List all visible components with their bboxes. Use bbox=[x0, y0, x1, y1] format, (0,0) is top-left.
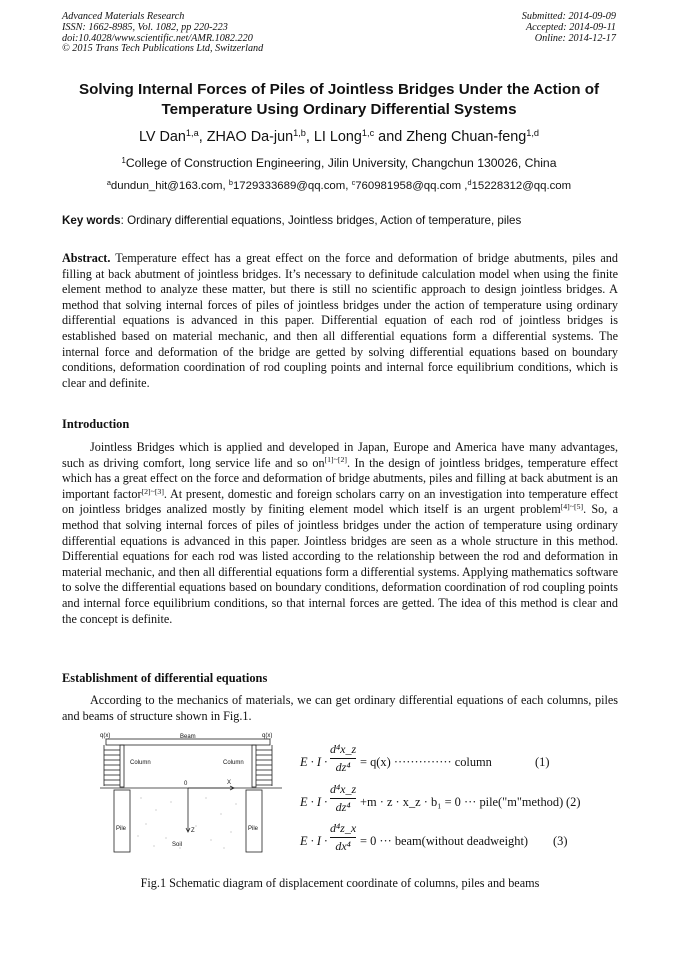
column-label-right: Column bbox=[223, 760, 244, 766]
email-superscript: d bbox=[467, 178, 472, 187]
fraction-numerator: d⁴z_x bbox=[330, 821, 357, 835]
equation-lhs: E · I · bbox=[300, 755, 328, 769]
intro-text: Jointless Bridges which is applied and developed in Japan, Europe and America have many advantages, such as driving comfort, long service life and so on bbox=[62, 440, 618, 470]
equation-3 bbox=[300, 821, 570, 857]
equation-lhs: E · I · bbox=[300, 834, 328, 848]
equation-fraction bbox=[330, 742, 356, 775]
citation[interactable]: [4]~[5] bbox=[560, 502, 584, 512]
email-list bbox=[40, 178, 638, 194]
doi-link[interactable]: doi:10.4028/www.scientific.net/AMR.1082.220 bbox=[62, 32, 253, 44]
load-label-left: q(x) bbox=[100, 733, 111, 739]
paper-title: Solving Internal Forces of Piles of Jointless Bridges Under the Action of Temperature Using Ordinary Differential Systems bbox=[78, 81, 600, 118]
equation-fraction bbox=[330, 821, 356, 854]
equation-fraction bbox=[330, 782, 356, 815]
origin-label: 0 bbox=[184, 781, 188, 787]
abstract-label: Abstract. bbox=[62, 251, 111, 265]
affiliation bbox=[40, 155, 638, 171]
author-name: LV Dan bbox=[138, 129, 186, 145]
keywords-label: Key words bbox=[62, 214, 121, 227]
pile-label-left: Pile bbox=[116, 826, 127, 832]
publication-dates bbox=[522, 12, 616, 44]
affiliation-superscript: 1 bbox=[121, 155, 126, 165]
email-superscript: a bbox=[106, 178, 111, 187]
establishment-heading: Establishment of differential equations bbox=[62, 671, 268, 685]
citation[interactable]: [2]~[3] bbox=[141, 486, 164, 496]
copyright: © 2015 Trans Tech Publications Ltd, Switzerland bbox=[62, 43, 264, 55]
email-link[interactable]: 15228312@qq.com bbox=[471, 180, 572, 192]
column-left-shape bbox=[120, 745, 124, 787]
accepted-date: Accepted: 2014-09-11 bbox=[525, 21, 616, 33]
z-axis-label: Z bbox=[191, 828, 195, 834]
load-label-right: q(x) bbox=[262, 733, 273, 739]
pile-label-right: Pile bbox=[248, 826, 259, 832]
figure-caption: Fig.1 Schematic diagram of displacement coordinate of columns, piles and beams bbox=[140, 876, 540, 890]
load-hatch-right bbox=[256, 745, 272, 786]
soil-label: Soil bbox=[172, 842, 183, 848]
fraction-denominator: dz⁴ bbox=[335, 760, 351, 774]
author-name: and Zheng Chuan-feng bbox=[374, 129, 527, 145]
author-superscript: 1,b bbox=[293, 127, 306, 138]
fraction-denominator: dx⁴ bbox=[335, 839, 351, 853]
author-superscript: 1,c bbox=[361, 127, 375, 138]
equation-rhs: +m · z · x_z · b₁ = 0 ··· pile("m"method) bbox=[360, 795, 564, 809]
fraction-bar bbox=[330, 798, 356, 799]
email-superscript: b bbox=[228, 178, 233, 187]
citation[interactable]: [1]~[2] bbox=[324, 455, 347, 465]
author-superscript: 1,d bbox=[526, 127, 539, 138]
abstract bbox=[62, 251, 618, 391]
equation-number: (1) bbox=[535, 755, 550, 769]
author-name: , ZHAO Da-jun bbox=[198, 129, 294, 145]
fraction-numerator: d⁴x_z bbox=[330, 782, 357, 796]
equation-rhs: = 0 ··· beam(without deadweight) bbox=[360, 834, 529, 848]
fraction-numerator: d⁴x_z bbox=[330, 742, 357, 756]
intro-text: . At present, domestic and foreign scholars carry on an investigation into temperature effect on jointless bridges analized mostly by finiting element model which itself is an urgent problem bbox=[62, 486, 618, 517]
fraction-bar bbox=[330, 758, 356, 759]
load-hatch-left bbox=[104, 745, 120, 786]
intro-text: . So, a method that solving internal forces of piles of jointless bridges under the action of temperature using ordinary differential equations is advanced in this paper. Jointless bridges are seen as a whole structure in this method. Differential equations for each rod was listed according to the relationship between the rod and deformation in material mechanic, and then all differential equations form a differential systems. Applying mathematics software to solve the differential equations based on boundary conditions, deformation coordination of rod coupling points and internal force equilibrium conditions, so that internal forces are getted. The idea of this method is clear and the concept is definite. bbox=[62, 502, 618, 626]
author-name: , LI Long bbox=[305, 129, 362, 145]
fraction-denominator: dz⁴ bbox=[335, 800, 351, 814]
keywords bbox=[62, 213, 618, 228]
abstract-text: Temperature effect has a great effect on the force and deformation of bridge abutments, piles and filling at back abutment of jointless bridges. It’s necessary to definitude calculation model when using the finite element method to analyze these matter, but there is still no scientific approach to design jointless bridges. A method that solving internal forces of piles of jointless bridges under the action of temperature using ordinary differential equations is advanced in this paper. Differential equation of each rod of jointless bridges is established based on material mechanic, and then all differential equations form a differential systems. The internal force and deformation of the bridge are getted by solving differential equations based on boundary conditions, deformation coordination of rod coupling points and internal force equilibrium conditions, which is clear and definite. bbox=[62, 251, 618, 390]
issn: ISSN: 1662-8985, Vol. 1082, pp 220-223 bbox=[62, 21, 228, 33]
author-superscript: 1,a bbox=[185, 127, 199, 138]
equation-lhs: E · I · bbox=[300, 795, 328, 809]
equation-rhs: = q(x) ·············· column bbox=[360, 755, 492, 769]
establishment-paragraph: According to the mechanics of materials, we can get ordinary differential equations of each columns, piles and beams of structure shown in Fig.1. bbox=[62, 693, 618, 723]
email-link[interactable]: 1729333689@qq.com, bbox=[232, 180, 352, 192]
keywords-text: : Ordinary differential equations, Jointless bridges, Action of temperature, piles bbox=[120, 214, 522, 227]
email-superscript: c bbox=[351, 178, 356, 187]
column-right-shape bbox=[252, 745, 256, 787]
pile-right-shape bbox=[246, 790, 262, 852]
journal-info bbox=[62, 12, 263, 55]
online-date: Online: 2014-12-17 bbox=[534, 32, 616, 44]
email-link[interactable]: dundun_hit@163.com, bbox=[110, 180, 229, 192]
beam-label: Beam bbox=[180, 734, 196, 740]
submitted-date: Submitted: 2014-09-09 bbox=[521, 11, 616, 22]
affiliation-text: College of Construction Engineering, Jilin University, Changchun 130026, China bbox=[125, 156, 557, 170]
introduction-heading: Introduction bbox=[62, 417, 130, 431]
introduction-paragraph bbox=[62, 440, 618, 627]
author-list bbox=[40, 128, 638, 146]
journal-name: Advanced Materials Research bbox=[62, 11, 185, 22]
email-link[interactable]: 760981958@qq.com , bbox=[355, 180, 468, 192]
fig1-diagram bbox=[96, 728, 286, 858]
soil-texture bbox=[138, 798, 237, 849]
column-label-left: Column bbox=[130, 760, 151, 766]
fraction-bar bbox=[330, 837, 356, 838]
equation-1 bbox=[300, 742, 560, 778]
equation-2 bbox=[300, 782, 590, 818]
equation-number: (3) bbox=[553, 834, 568, 848]
equation-number: (2) bbox=[566, 795, 581, 809]
pile-left-shape bbox=[114, 790, 130, 852]
x-axis-label: X bbox=[227, 780, 232, 786]
intro-text: . In the design of jointless bridges, temperature effect which has a great effect on the force and deformation of bridge abutments, piles and filling at back abutment is an important factor bbox=[62, 455, 618, 501]
